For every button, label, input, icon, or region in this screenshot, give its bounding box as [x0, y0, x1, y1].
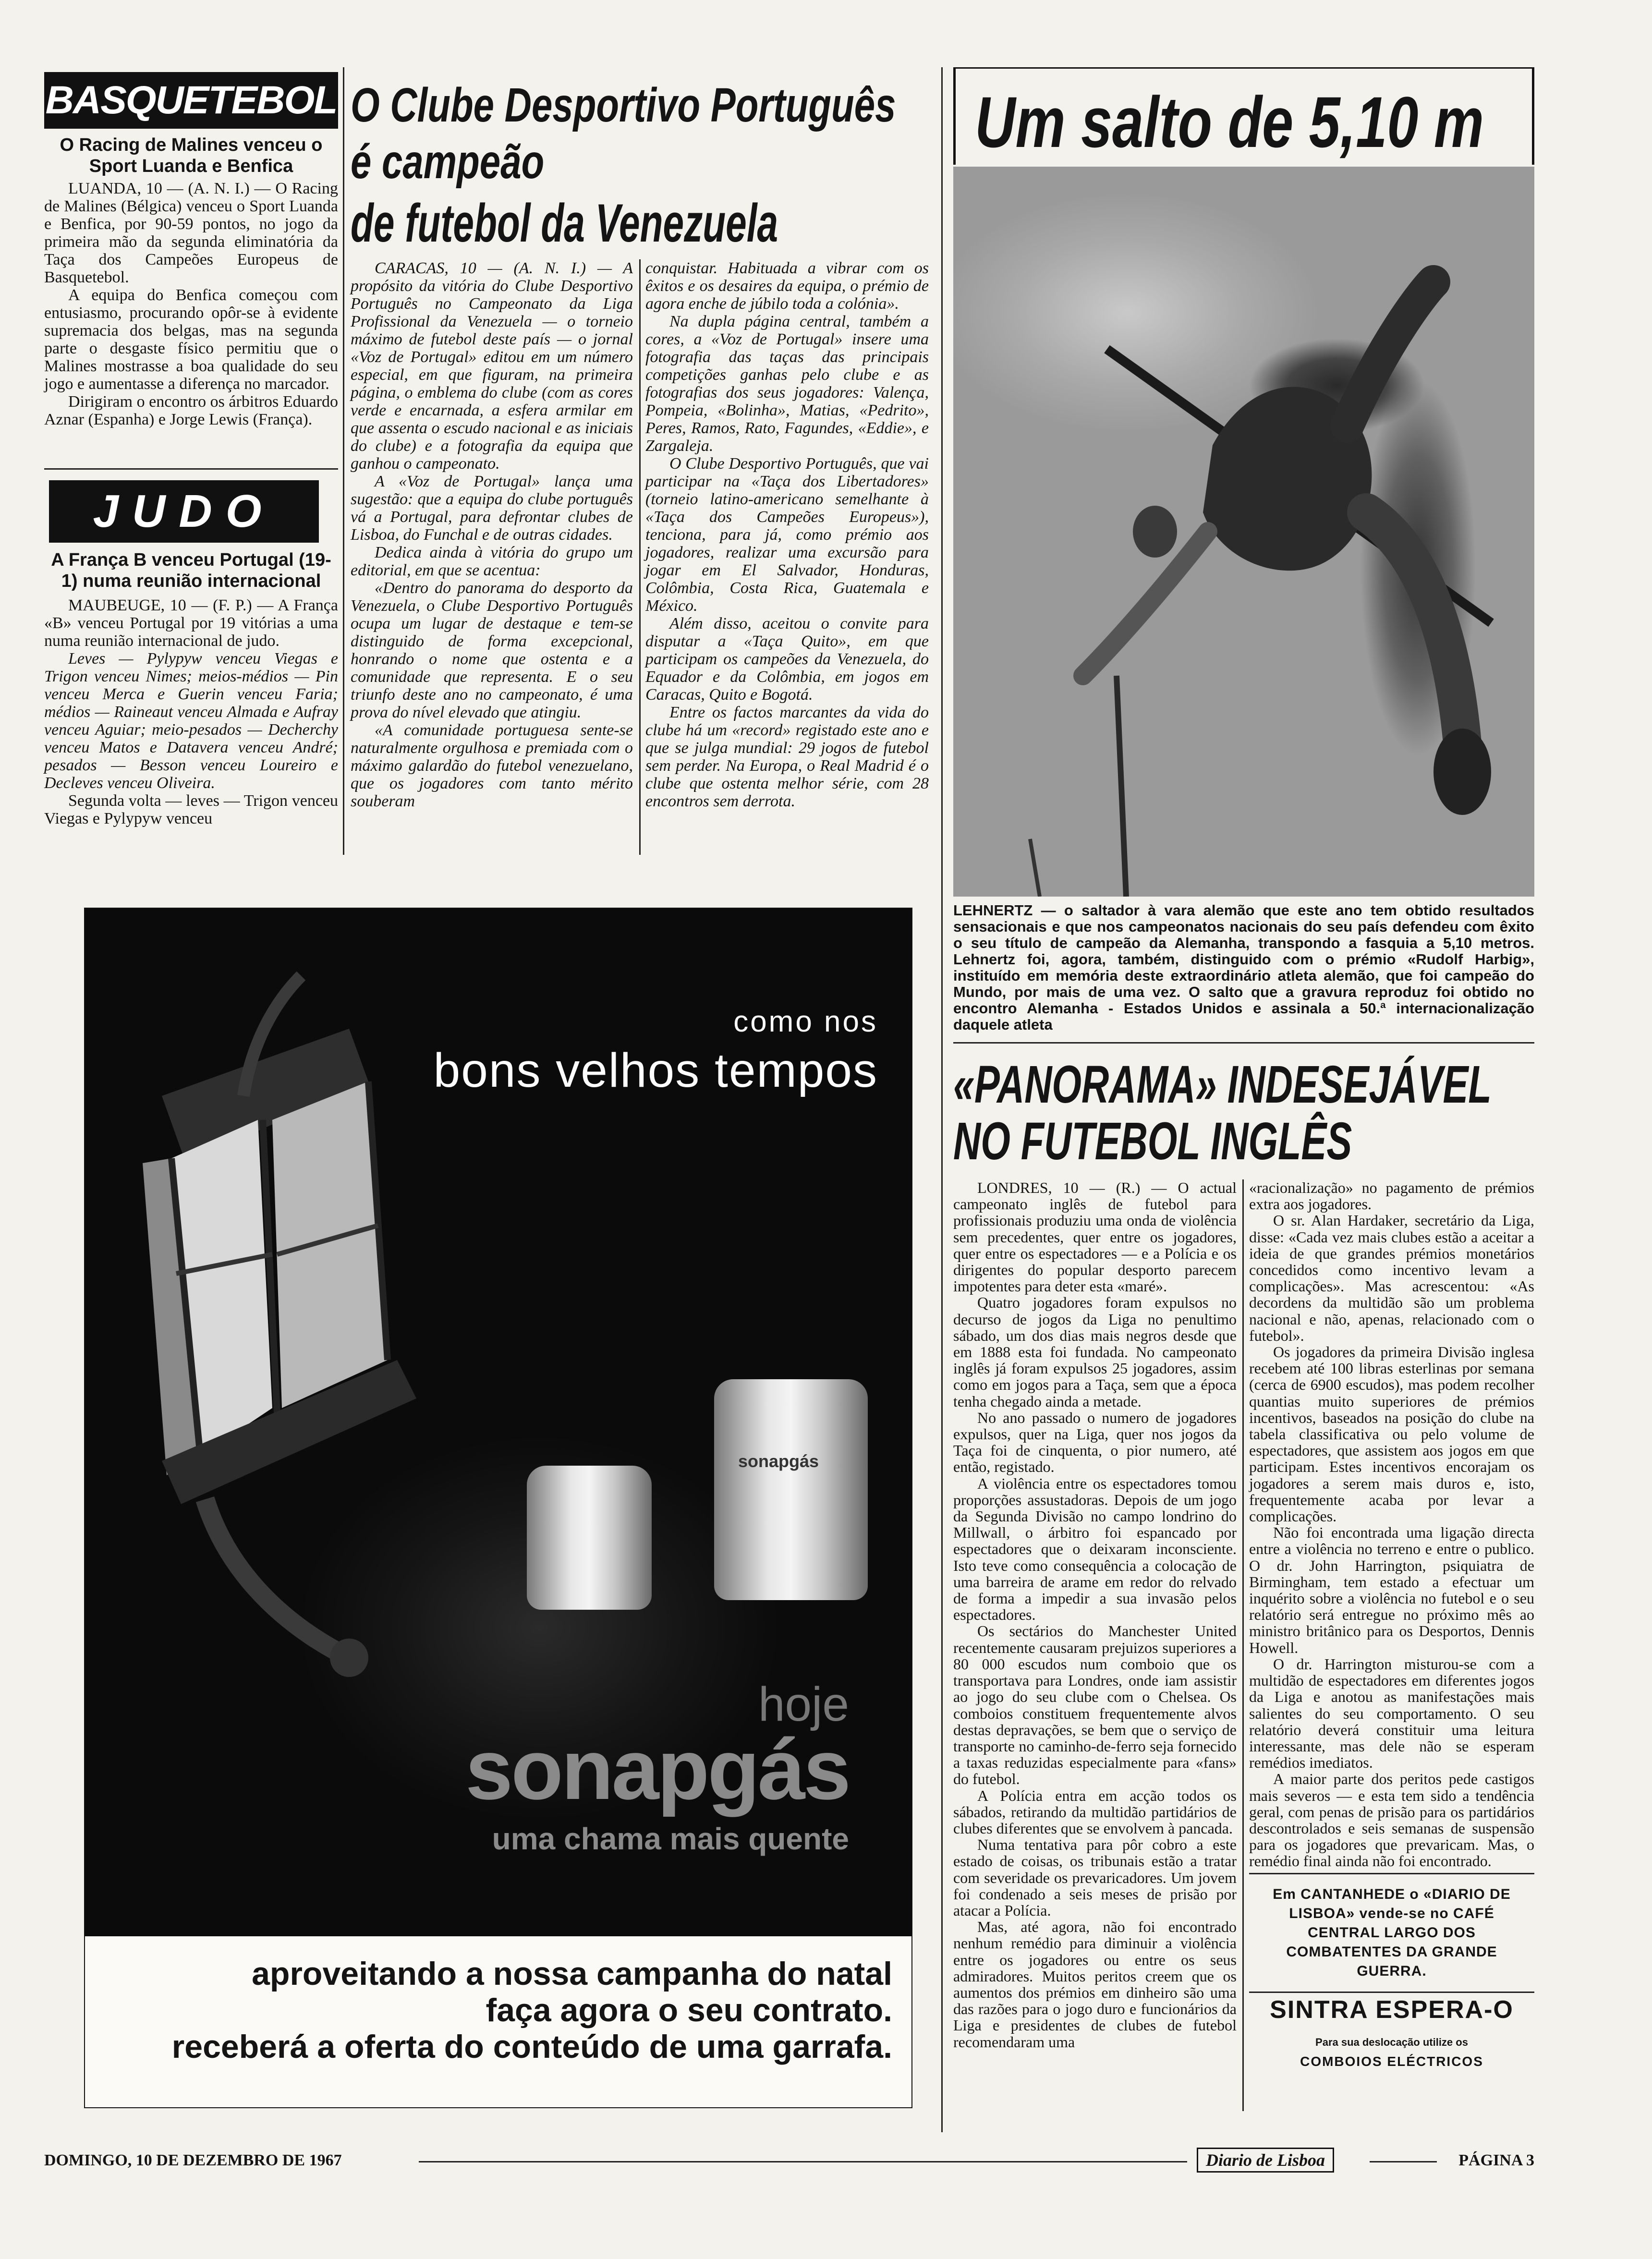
paragraph: Não foi encontrada uma ligação directa entre a violência no terreno e entre o publico. O dr. John Harrington, psiquiatra de Birmingham, tem estado a efectuar um inquérito sobre a violência no futebol e o seu relatório será entregue no próximo mês ao ministro britânico para os Desportos, Dennis Howell. [1249, 1524, 1534, 1656]
notice-text: Em CANTANHEDE o «DIARIO DE LISBOA» vende-se no CAFÉ CENTRAL LARGO DOS COMBATENTES DA GRANDE GUERRA. [1273, 1886, 1511, 1979]
headline-line: O Clube Desportivo Português [351, 78, 896, 132]
paragraph: Entre os factos marcantes da vida do clube há um «record» registado este ano e que se julga mundial: 29 jogos de futebol sem perder. Na Europa, o Real Madrid é o clube que ostenta melhor série, com 28 encontros sem derrota. [645, 704, 929, 810]
cta-line-3: receberá a oferta do conteúdo de uma garrafa. [171, 2028, 892, 2065]
paragraph: «Dentro do panorama do desporto da Venezuela, o Clube Desportivo Português ocupa um lugar de destaque e tem-se distinguido de forma excepcional, honrando o nome que ostenta e a comunidade que representa. E o seu triunfo deste ano no campeonato, é uma prova do nível elevado que atingiu. [351, 579, 633, 721]
paragraph: No ano passado o numero de jogadores expulsos, quer na Liga, quer nos jogos da Taça foi de cinquenta, o pior numero, até então, registado. [953, 1409, 1237, 1476]
judo-article [44, 596, 338, 827]
paragraph: CARACAS, 10 — (A. N. I.) — A propósito da vitória do Clube Desportivo Português no Campeonato da Liga Profissional da Venezuela — o torneio máximo de futebol deste país — o jornal «Voz de Portugal» editou em um número especial, em que figuram, na primeira página, o emblema do clube (com as cores verde e encarnada, a esfera armilar em que assenta o escudo nacional e as iniciais do clube) e a fotografia da equipa que ganhou o campeonato. [351, 259, 633, 473]
paragraph: Segunda volta — leves — Trigon venceu Viegas e Pylypyw venceu [44, 792, 338, 827]
judo-section [44, 480, 338, 827]
paragraph: Na dupla página central, também a cores, a «Voz de Portugal» insere uma fotografia das taças das principais competições ganhas pelo clube e as fotografias dos seus jogadores: Valença, Pompeia, «Bolinha», Matias, «Pedrito», Peres, Ramos, Rato, Fagundes, «Eddie», e Zargaleja. [645, 313, 929, 455]
cta-line-2: faça agora o seu contrato. [486, 1992, 892, 2028]
sintra-line-1: Para sua deslocação utilize os [1315, 2036, 1468, 2048]
ad-line-2: bons velhos tempos [433, 1044, 878, 1097]
ad-brand: sonapgás [465, 1722, 849, 1817]
ad-photo [85, 909, 911, 1936]
paragraph: Os sectários do Manchester United recentemente causaram prejuizos superiores a 80 000 escudos num comboio que os transportava para Londres, onde iam assistir ao jogo do seu clube com o Chelsea. Os comboios constituem frequentemente alvos destas depravações, se bem que o serviço de transporte no caminho-de-ferro seja fornecido a taxas reduzidas especialmente para «fans» do futebol. [953, 1622, 1237, 1788]
ad-call-to-action [85, 1936, 911, 2107]
panorama-article [953, 1055, 1534, 2069]
paragraph: A «Voz de Portugal» lança uma sugestão: que a equipa do clube português vá a Portugal, para defrontar clubes de Lisboa, do Funchal e de outras cidades. [351, 473, 633, 544]
paragraph: A Polícia entra em acção todos os sábados, retirando da multidão partidários de clubes diferentes que se envolvem à pancada. [953, 1786, 1237, 1837]
divider [953, 1042, 1534, 1044]
paragraph: MAUBEUGE, 10 — (F. P.) — A França «B» venceu Portugal por 19 vitórias a uma numa reunião internacional de judo. [44, 596, 338, 650]
paragraph: Numa tentativa para pôr cobro a este estado de coisas, os tribunais estão a tratar com severidade os prevaricadores. Um jovem foi condenado a seis meses de prisão por atacar a Polícia. [953, 1836, 1237, 1919]
footer-date: DOMINGO, 10 DE DEZEMBRO DE 1967 [44, 2151, 342, 2169]
cylinder-label: sonapgás [738, 1451, 819, 1471]
venezuela-article [351, 67, 936, 810]
caption-text: o saltador à vara alemão que este ano tem obtido resultados sensacionais e que nos campeonatos nacionais do seu país defendeu com êxito o seu título de campeão da Alemanha, transpondo a fasquia a 5,10 metros. Lehnertz foi, agora, também, distinguido com o prémio «Rudolf Harbig», instituído em memória deste extraordinário atleta alemão, que foi campeão do Mundo, por mais de uma vez. O salto que a gravura reproduz foi obtido no encontro Alemanha - Estados Unidos e assinala a 50.ª internacionalização daquele atleta [953, 902, 1534, 1033]
panorama-column-2 [1249, 1179, 1534, 1870]
ad-line-1: como nos [733, 1005, 878, 1038]
paragraph: conquistar. Habituada a vibrar com os êxitos e os desaires da equipa, o prémio de agora enche de júbilo toda a colónia». [645, 259, 929, 313]
column-rule [639, 259, 641, 855]
footer-page-number: PÁGINA 3 [1458, 2151, 1534, 2169]
paragraph: Mas, até agora, não foi encontrado nenhum remédio para diminuir a violência entre os jogadores ou entre os seus admiradores. Muitos peritos creem que os aumentos dos prémios em dinheiro são uma das razões para o jogo duro e funcionários da Liga e presidentes de clubes de futebol recomendaram uma [953, 1918, 1237, 2051]
salto-headline-box [953, 67, 1534, 165]
venezuela-column-1 [351, 259, 633, 810]
column-rule [343, 67, 344, 855]
judo-headline: A França B venceu Portugal (19-1) numa reunião internacional [51, 550, 331, 591]
ad-slogan: uma chama mais quente [492, 1822, 849, 1856]
paragraph: Dirigiram o encontro os árbitros Eduardo Aznar (Espanha) e Jorge Lewis (França). [44, 393, 338, 428]
paragraph: A maior parte dos peritos pede castigos mais severos — e esta tem sido a tendência geral, com penas de prisão para os partidários descontrolados e seis semanas de suspensão para os jogadores que prevaricam. Mas, o remédio final ainda não foi encontrado. [1249, 1770, 1534, 1870]
basketball-article [44, 180, 338, 428]
ad-hoje: hoje [758, 1677, 849, 1731]
venezuela-column-2 [645, 259, 929, 810]
paragraph: O sr. Alan Hardaker, secretário da Liga, disse: «Cada vez mais clubes estão a aceitar a ideia de que grandes prémios monetários concedidos como incentivo levam a complicações». Mas acrescentou: «As decordens da multidão são um problema nacional e não, apenas, relacionado com o futebol». [1249, 1212, 1534, 1344]
paragraph: A equipa do Benfica começou com entusiasmo, procurando opôr-se à evidente supremacia dos belgas, mas na segunda parte o desgaste físico permitiu que o Malines mostrasse a boa qualidade do seu jogo e aumentasse a diferença no marcador. [44, 286, 338, 393]
sintra-line-2: COMBOIOS ELÉCTRICOS [1300, 2054, 1483, 2069]
paragraph: A violência entre os espectadores tomou proporções assustadoras. Depois de um jogo da Segunda Divisão no campo londrino do Millwall, o árbitro foi espancado por espectadores que o deixaram inconsciente. Isto teve como consequência a colocação de uma barreira de arame em redor do relvado de forma a impedir a sua invasão pelos espectadores. [953, 1474, 1237, 1624]
athlete-illustration [953, 167, 1534, 897]
sonapgas-advertisement [84, 908, 912, 2108]
gas-cylinder-large [714, 1379, 868, 1600]
basketball-section [44, 72, 338, 428]
salto-headline: Um salto de 5,10 m [975, 82, 1484, 162]
paragraph: «A comunidade portuguesa sente-se naturalmente orgulhosa e premiada com o máximo galardão do futebol venezuelano, que os jogadores com tanto mérito souberam [351, 721, 633, 810]
paragraph: O dr. Harrington misturou-se com a multidão de espectadores em diferentes jogos da Liga e anotou as manifestações mais salientes do seu comportamento. O seu relatório deverá constituir uma leitura interessante, mas dele não se esperam remédios imediatos. [1249, 1655, 1534, 1772]
sintra-title: SINTRA ESPERA-O [1270, 1996, 1514, 2024]
sintra-ad [1249, 1995, 1534, 2071]
panorama-headline-2: NO FUTEBOL INGLÊS [953, 1112, 1352, 1171]
paragraph: Os jogadores da primeira Divisão inglesa recebem até 100 libras esterlinas por semana (cerca de 6900 escudos), mas podem recolher quantias muito superiores de prémios incentivos, baseados na posição do clube na tabela classificativa ou pelo volume de espectadores, que assistem aos jogos em que participam. Estes incentivos encorajam os jogadores a serem mais duros e, isto, frequentemente acaba por levar a complicações. [1249, 1343, 1534, 1525]
headline-line: de futebol da Venezuela [351, 193, 778, 253]
paragraph: LONDRES, 10 — (R.) — O actual campeonato inglês de futebol para profissionais produziu uma onda de violência sem precedentes, quer entre os jogadores, quer entre os espectadores — e a Polícia e os dirigentes do popular desporto parecem impotentes para deter esta «maré». [953, 1179, 1237, 1295]
paragraph: «racionalização» no pagamento de prémios extra aos jogadores. [1249, 1179, 1534, 1213]
cta-line-1: aproveitando a nossa campanha do natal [252, 1955, 892, 1992]
paragraph: Dedica ainda à vitória do grupo um editorial, em que se acentua: [351, 544, 633, 579]
divider [44, 468, 338, 470]
footer-rule [1370, 2161, 1437, 2162]
column-rule [1242, 1179, 1244, 2111]
basketball-headline: O Racing de Malines venceu o Sport Luanda e Benfica [60, 135, 323, 176]
paragraph: LUANDA, 10 — (A. N. I.) — O Racing de Malines (Bélgica) venceu o Sport Luanda e Benfica, por 90-59 pontos, no jogo da primeira mão da segunda eliminatória da Taça dos Campeões Europeus de Basquetebol. [44, 180, 338, 286]
photo-caption [953, 902, 1534, 1033]
paragraph: Além disso, aceitou o convite para disputar a «Taça Quito», em que participam os campeões da Venezuela, do Equador e da Colômbia, em jogos em Caracas, Quito e Bogotá. [645, 615, 929, 704]
section-label-judo: JUDO [49, 480, 319, 543]
paragraph: O Clube Desportivo Português, que vai participar na «Taça dos Libertadores» (torneio latino-americano semelhante à «Taça dos Campeões Europeus»), tenciona, para já, como prémio aos jogadores, realizar uma excursão para jogar em El Salvador, Honduras, Colômbia, Costa Rica, Guatemala e México. [645, 455, 929, 615]
footer-masthead: Diario de Lisboa [1197, 2148, 1334, 2173]
pole-vault-photo [953, 167, 1534, 897]
footer-rule [419, 2161, 1187, 2162]
gas-cylinder-small [527, 1466, 652, 1610]
caption-name: LEHNERTZ — [953, 902, 1056, 919]
panorama-column-1 [953, 1179, 1237, 2050]
pole-vault-story [953, 67, 1534, 1033]
section-label-basquetebol: BASQUETEBOL [44, 72, 338, 129]
paragraph: Quatro jogadores foram expulsos no decurso de jogos da Liga no penultimo sábado, um dos dias mais negros desde que em 1888 esta foi fundada. No campeonato inglês já foram expulsos 25 jogadores, assim como em jogos para a Taça, sem que a época tenha chegado ainda a metade. [953, 1294, 1237, 1410]
panorama-headline-1: «PANORAMA» INDESEJÁVEL [953, 1055, 1492, 1114]
page-footer [44, 2148, 1534, 2176]
paragraph: Leves — Pylypyw venceu Viegas e Trigon venceu Nimes; meios-médios — Pin venceu Merca e Guerin venceu Faria; médios — Raineaut venceu Almada e Aufray venceu Aguiar; meio-pesados — Decherchy venceu Matos e Datavera venceu André; pesados — Besson venceu Loureiro e Decleves venceu Oliveira. [44, 650, 338, 792]
cantanhede-notice [1249, 1873, 1534, 1993]
venezuela-headline [351, 67, 936, 259]
headline-line: é campeão [351, 135, 545, 189]
column-rule [941, 67, 943, 2132]
